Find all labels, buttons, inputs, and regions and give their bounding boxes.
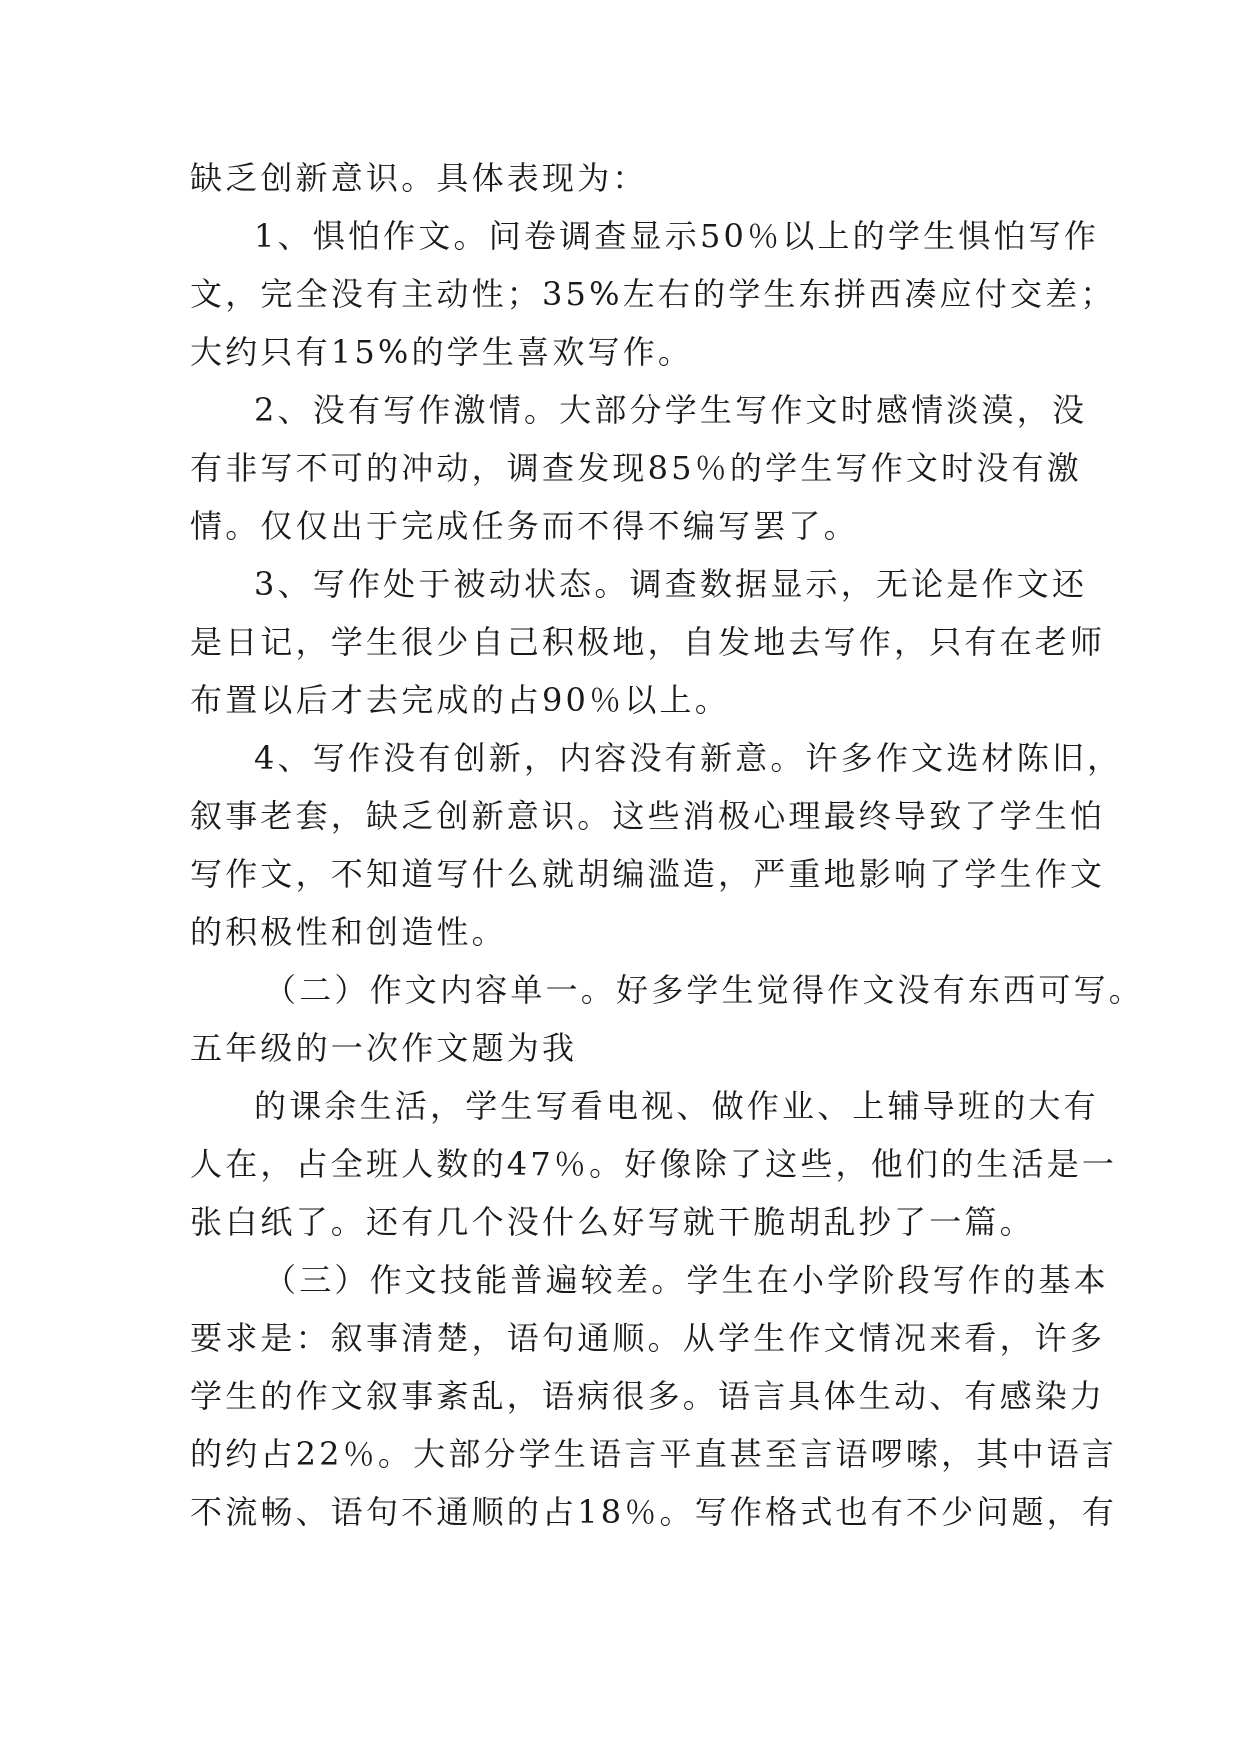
text-line: 写作文，不知道写什么就胡编滥造，严重地影响了学生作文: [190, 855, 1106, 893]
text-line: 要求是：叙事清楚，语句通顺。从学生作文情况来看，许多: [190, 1319, 1106, 1357]
text-line: 人在，占全班人数的47％。好像除了这些，他们的生活是一: [190, 1145, 1118, 1183]
text-line: 4、写作没有创新，内容没有新意。许多作文选材陈旧，: [254, 739, 1123, 777]
text-line: 文，完全没有主动性；35%左右的学生东拼西凑应付交差；: [190, 275, 1116, 313]
text-line: 是日记，学生很少自己积极地，自发地去写作，只有在老师: [190, 623, 1106, 661]
text-line: 五年级的一次作文题为我: [190, 1029, 578, 1067]
text-line: 情。仅仅出于完成任务而不得不编写罢了。: [190, 507, 859, 545]
text-line: 缺乏创新意识。具体表现为：: [190, 159, 648, 197]
text-line: 叙事老套，缺乏创新意识。这些消极心理最终导致了学生怕: [190, 797, 1106, 835]
section-heading-3: （三）作文技能普遍较差。学生在小学阶段写作的基本: [264, 1261, 1109, 1299]
text-line: 学生的作文叙事紊乱，语病很多。语言具体生动、有感染力: [190, 1377, 1106, 1415]
text-line: 1、惧怕作文。问卷调查显示50％以上的学生惧怕写作: [254, 217, 1100, 255]
section-heading-2: （二）作文内容单一。好多学生觉得作文没有东西可写。: [264, 971, 1145, 1009]
text-line: 的课余生活，学生写看电视、做作业、上辅导班的大有: [254, 1087, 1099, 1125]
text-line: 不流畅、语句不通顺的占18％。写作格式也有不少问题，有: [190, 1493, 1118, 1531]
text-line: 布置以后才去完成的占90％以上。: [190, 681, 730, 719]
text-line: 2、没有写作激情。大部分学生写作文时感情淡漠，没: [254, 391, 1088, 429]
text-line: 的积极性和创造性。: [190, 913, 507, 951]
text-line: 的约占22％。大部分学生语言平直甚至言语啰嗦，其中语言: [190, 1435, 1118, 1473]
text-line: 大约只有15%的学生喜欢写作。: [190, 333, 694, 371]
text-line: 有非写不可的冲动，调查发现85％的学生写作文时没有激: [190, 449, 1082, 487]
text-line: 3、写作处于被动状态。调查数据显示，无论是作文还: [254, 565, 1088, 603]
text-line: 张白纸了。还有几个没什么好写就干脆胡乱抄了一篇。: [190, 1203, 1035, 1241]
